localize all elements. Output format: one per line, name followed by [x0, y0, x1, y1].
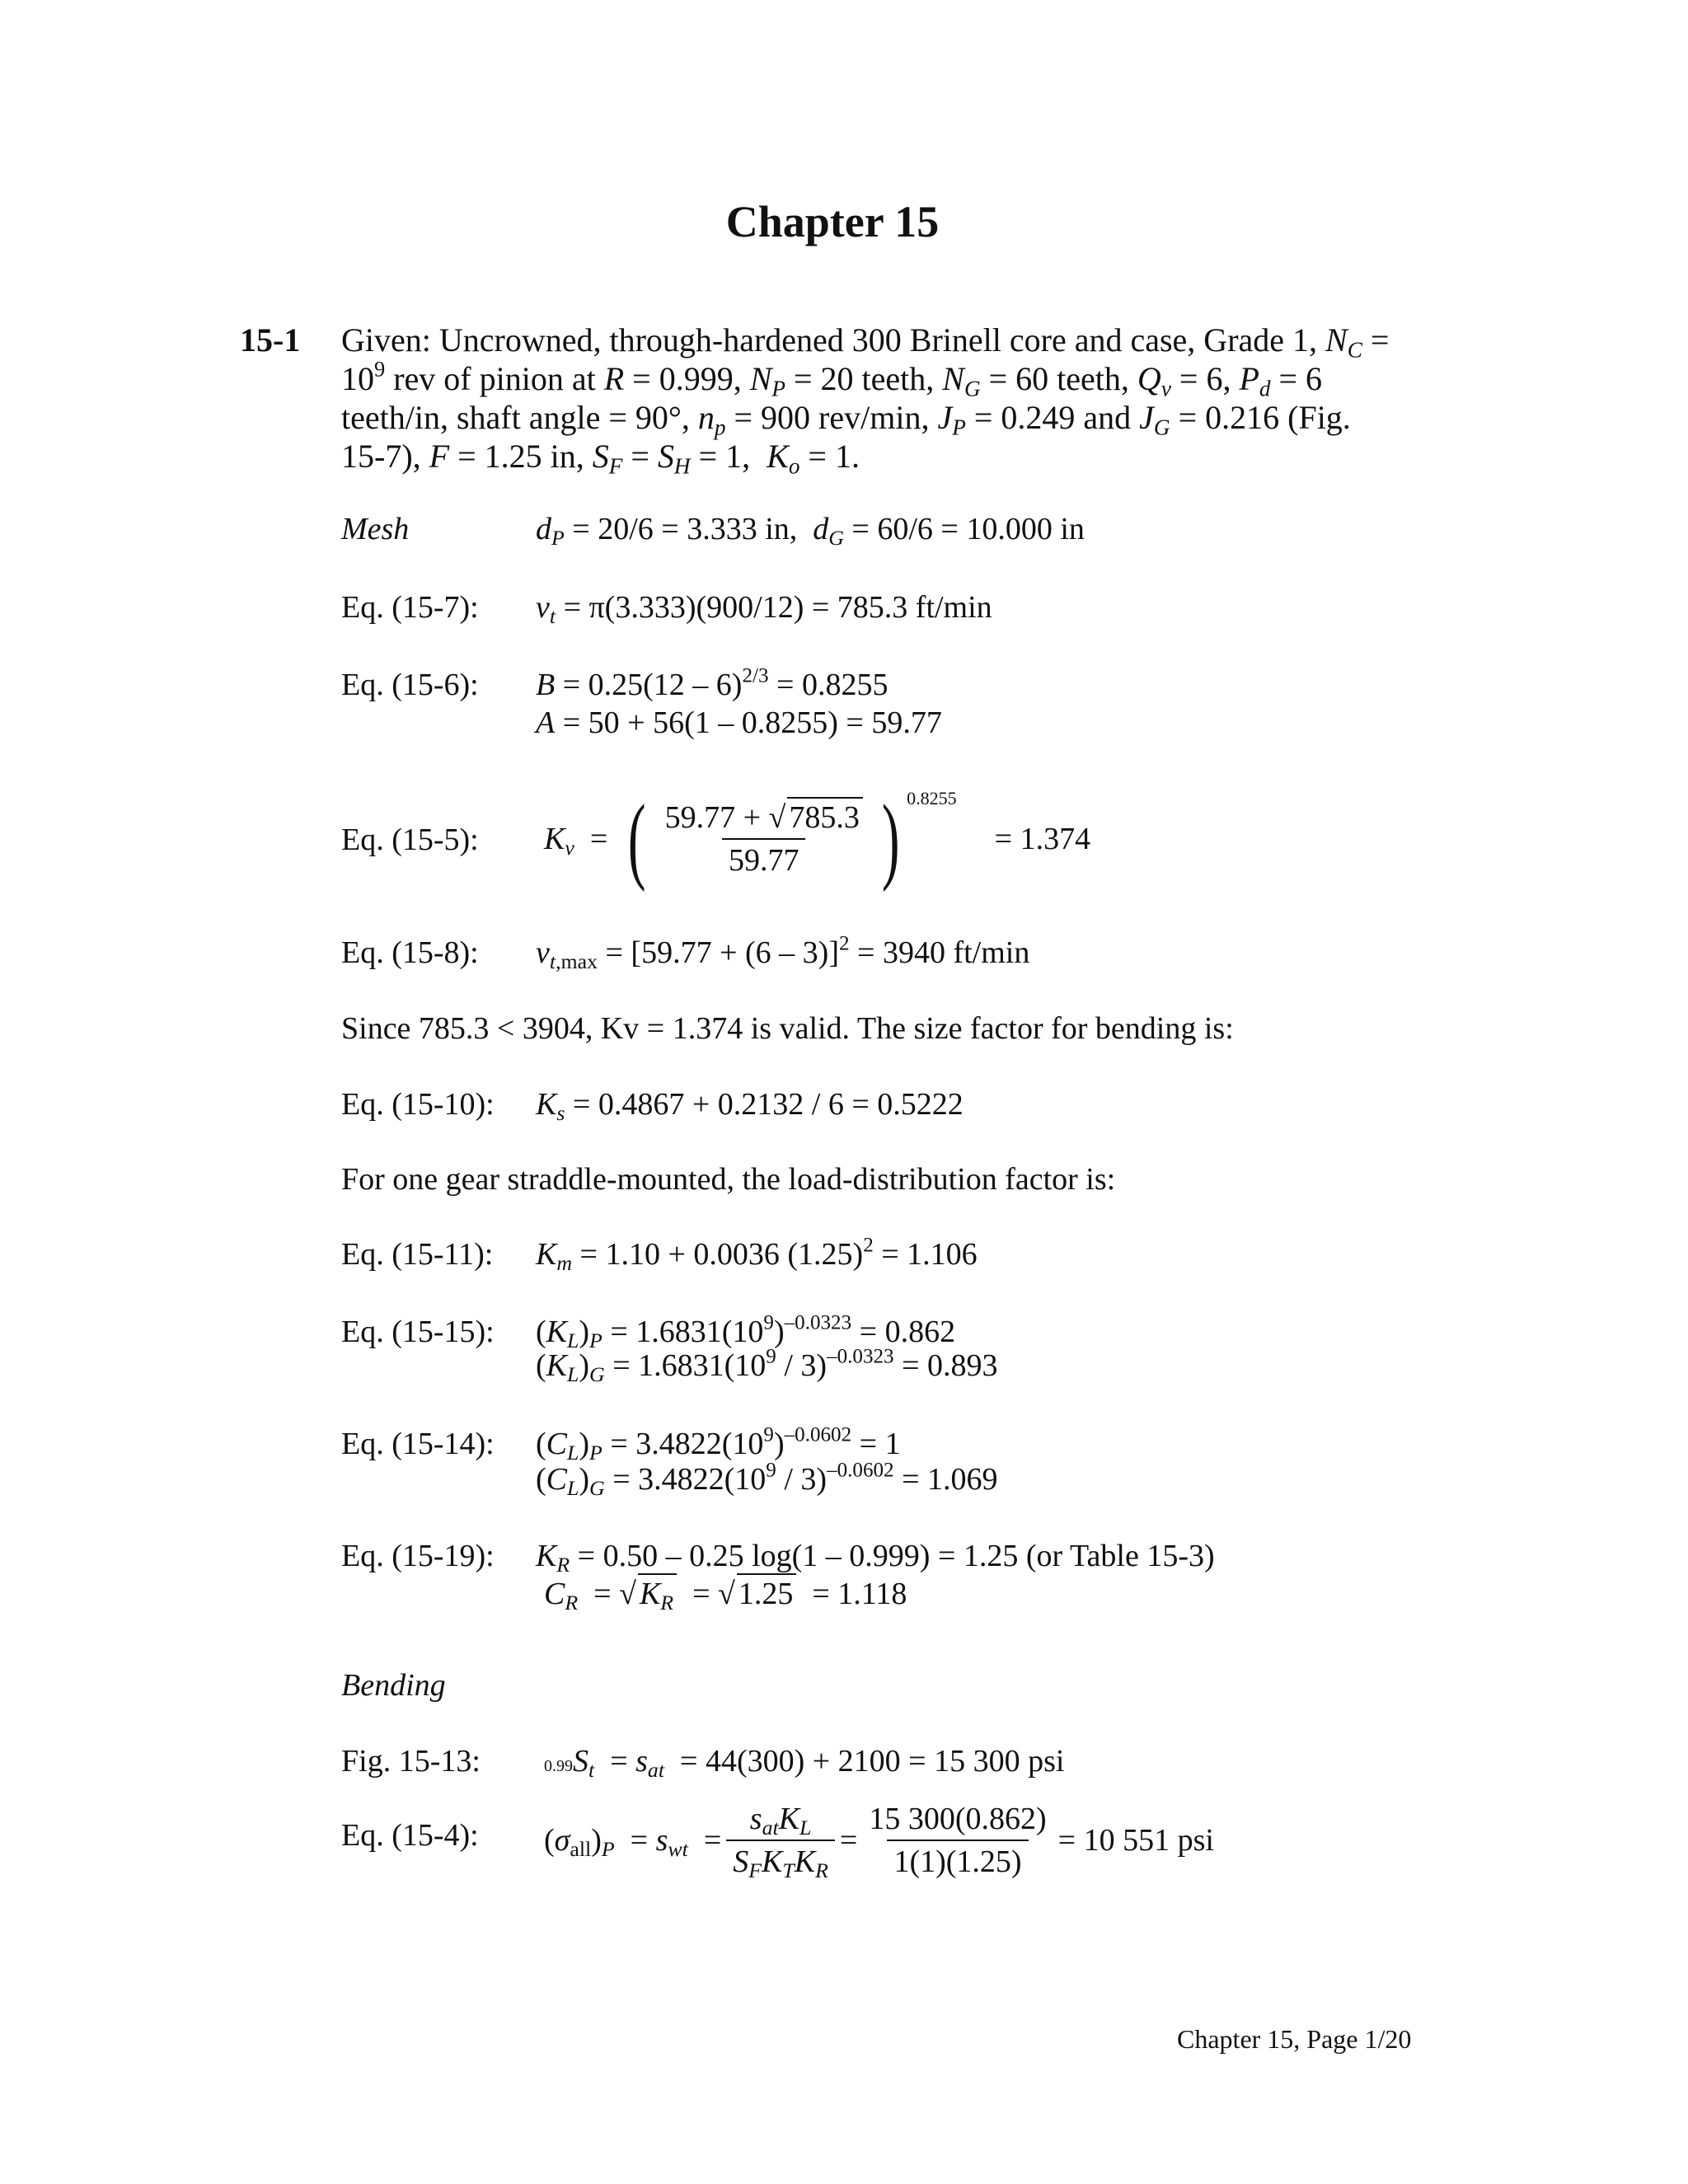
- eq-15-11: $K_m = 1.10 + 0.0036$ $(1.25)^2 = 1.106$: [536, 1234, 978, 1276]
- given-text-4: 15-7),: [341, 438, 421, 475]
- fig-15-13: $0.99S_t = s_{at} = 44(300) + 2100 = 15$ 300 psi: [544, 1744, 1065, 1783]
- eq-15-5: $K_v$ = ( $\frac{59.77 + √ 785.3}{59.77}$ ) 0.8255 = 1.374: [544, 785, 1091, 893]
- straddle-statement: For one gear straddle-mounted, the load-distribution factor is:: [341, 1162, 1116, 1197]
- mesh-diameters: $d_P = 20/6 = 3.333$ in, $d_G = 60/6 = 10.000$ in: [536, 512, 1085, 551]
- problem-number: 15-1: [240, 321, 301, 359]
- kv-exponent: 0.8255: [907, 788, 957, 808]
- eq-15-10-label: Eq. (15-10):: [341, 1087, 495, 1122]
- eq-15-4: $(\sigma_{all})_P = s_{wt}$ = $\frac{s_{at}K_L}{S_FK_TK_R}$ = $\frac{15 300(0.862)}{1(1)(1.25)}$ = 10 551 psi: [544, 1802, 1214, 1883]
- given-line-4: 15-7), F = 1.25 in, $S_F = S_H = 1$, $K_o = 1$.: [341, 438, 860, 479]
- kv-fraction: $\frac{59.77 + √ 785.3}{59.77}$: [659, 802, 870, 876]
- eq-15-8: $v_{t,max} = [59.77 + (6 - 3)]^2 = 3940$ ft/min: [536, 932, 1030, 974]
- eq-15-15-g: $(K_L)_G = 1.6831(10^9 / 3)^{-0.0323} = 0.893$: [536, 1345, 998, 1387]
- mesh-heading: Mesh: [341, 512, 410, 546]
- given-line-2: $10^9$ rev of pinion at R = 0.999, $N_P = 20$ teeth, $N_G = 60$ teeth, $Q_v = 6$, $P_d = 6$: [341, 356, 1323, 401]
- eq-15-14-p: $(C_L)_P = 3.4822(10^9)^{-0.0602} = 1$: [536, 1423, 901, 1465]
- eq-15-11-label: Eq. (15-11):: [341, 1237, 494, 1272]
- eq-15-7-label: Eq. (15-7):: [341, 590, 479, 625]
- bending-heading: Bending: [341, 1668, 446, 1703]
- eq-15-19-kr: $K_R = 0.50 - 0.25$ log(1 – 0.999) = 1.25 (or Table 15-3): [536, 1539, 1215, 1577]
- eq-15-6-b: B = 0.25(12 – 6)$^{2/3}$ = 0.8255: [536, 664, 889, 702]
- eq-15-19-cr: $C_R$ = √ $K_R$ = √ 1.25 = 1.118: [544, 1578, 907, 1610]
- eq-15-4-label: Eq. (15-4):: [341, 1818, 479, 1853]
- eq-15-10: $K_s = 0.4867 + 0.2132 / 6 = 0.5222$: [536, 1087, 964, 1126]
- sall-number-fraction: $\frac{15 300(0.862)}{1(1)(1.25)}$: [869, 1802, 1047, 1879]
- eq-15-14-label: Eq. (15-14):: [341, 1427, 495, 1461]
- given-text-2: rev of pinion at: [393, 360, 596, 397]
- given-line-1: Given: Uncrowned, through-hardened 300 Brinell core and case, Grade 1, $N_C$ =: [341, 321, 1390, 363]
- eq-15-19-label: Eq. (15-19):: [341, 1539, 495, 1573]
- eq-15-15-p: $(K_L)_P = 1.6831(10^9)^{-0.0323} = 0.862$: [536, 1311, 956, 1353]
- kv-valid-statement: Since 785.3 < 3904, Kv = 1.374 is valid. The size factor for bending is:: [341, 1011, 1234, 1046]
- eq-15-7: $v_t = \pi(3.333)(900/12) = 785.3$ ft/min: [536, 590, 992, 629]
- chapter-title: Chapter 15: [725, 197, 940, 246]
- given-line-3: teeth/in, shaft angle = 90°, $n_p = 900$ rev/min, $J_P = 0.249$ and $J_G = 0.216$ (Fig.: [341, 399, 1351, 440]
- given-text-1: Given: Uncrowned, through-hardened 300 Brinell core and case, Grade 1,: [341, 321, 1318, 359]
- eq-15-6-label: Eq. (15-6):: [341, 668, 479, 702]
- eq-15-5-label: Eq. (15-5):: [341, 823, 479, 857]
- given-text-3: teeth/in, shaft angle = 90°,: [341, 399, 690, 436]
- eq-15-6-a: A = 50 + 56(1 – 0.8255) = 59.77: [536, 705, 942, 740]
- fig-15-13-label: Fig. 15-13:: [341, 1744, 481, 1779]
- sall-symbol-fraction: $\frac{s_{at}K_L}{S_FK_TK_R}$: [726, 1803, 835, 1877]
- eq-15-15-label: Eq. (15-15):: [341, 1315, 495, 1349]
- page-footer: Chapter 15, Page 1/20: [1177, 2024, 1412, 2054]
- eq-15-8-label: Eq. (15-8):: [341, 935, 479, 970]
- eq-15-14-g: $(C_L)_G = 3.4822(10^9 / 3)^{-0.0602} = 1.069$: [536, 1459, 998, 1501]
